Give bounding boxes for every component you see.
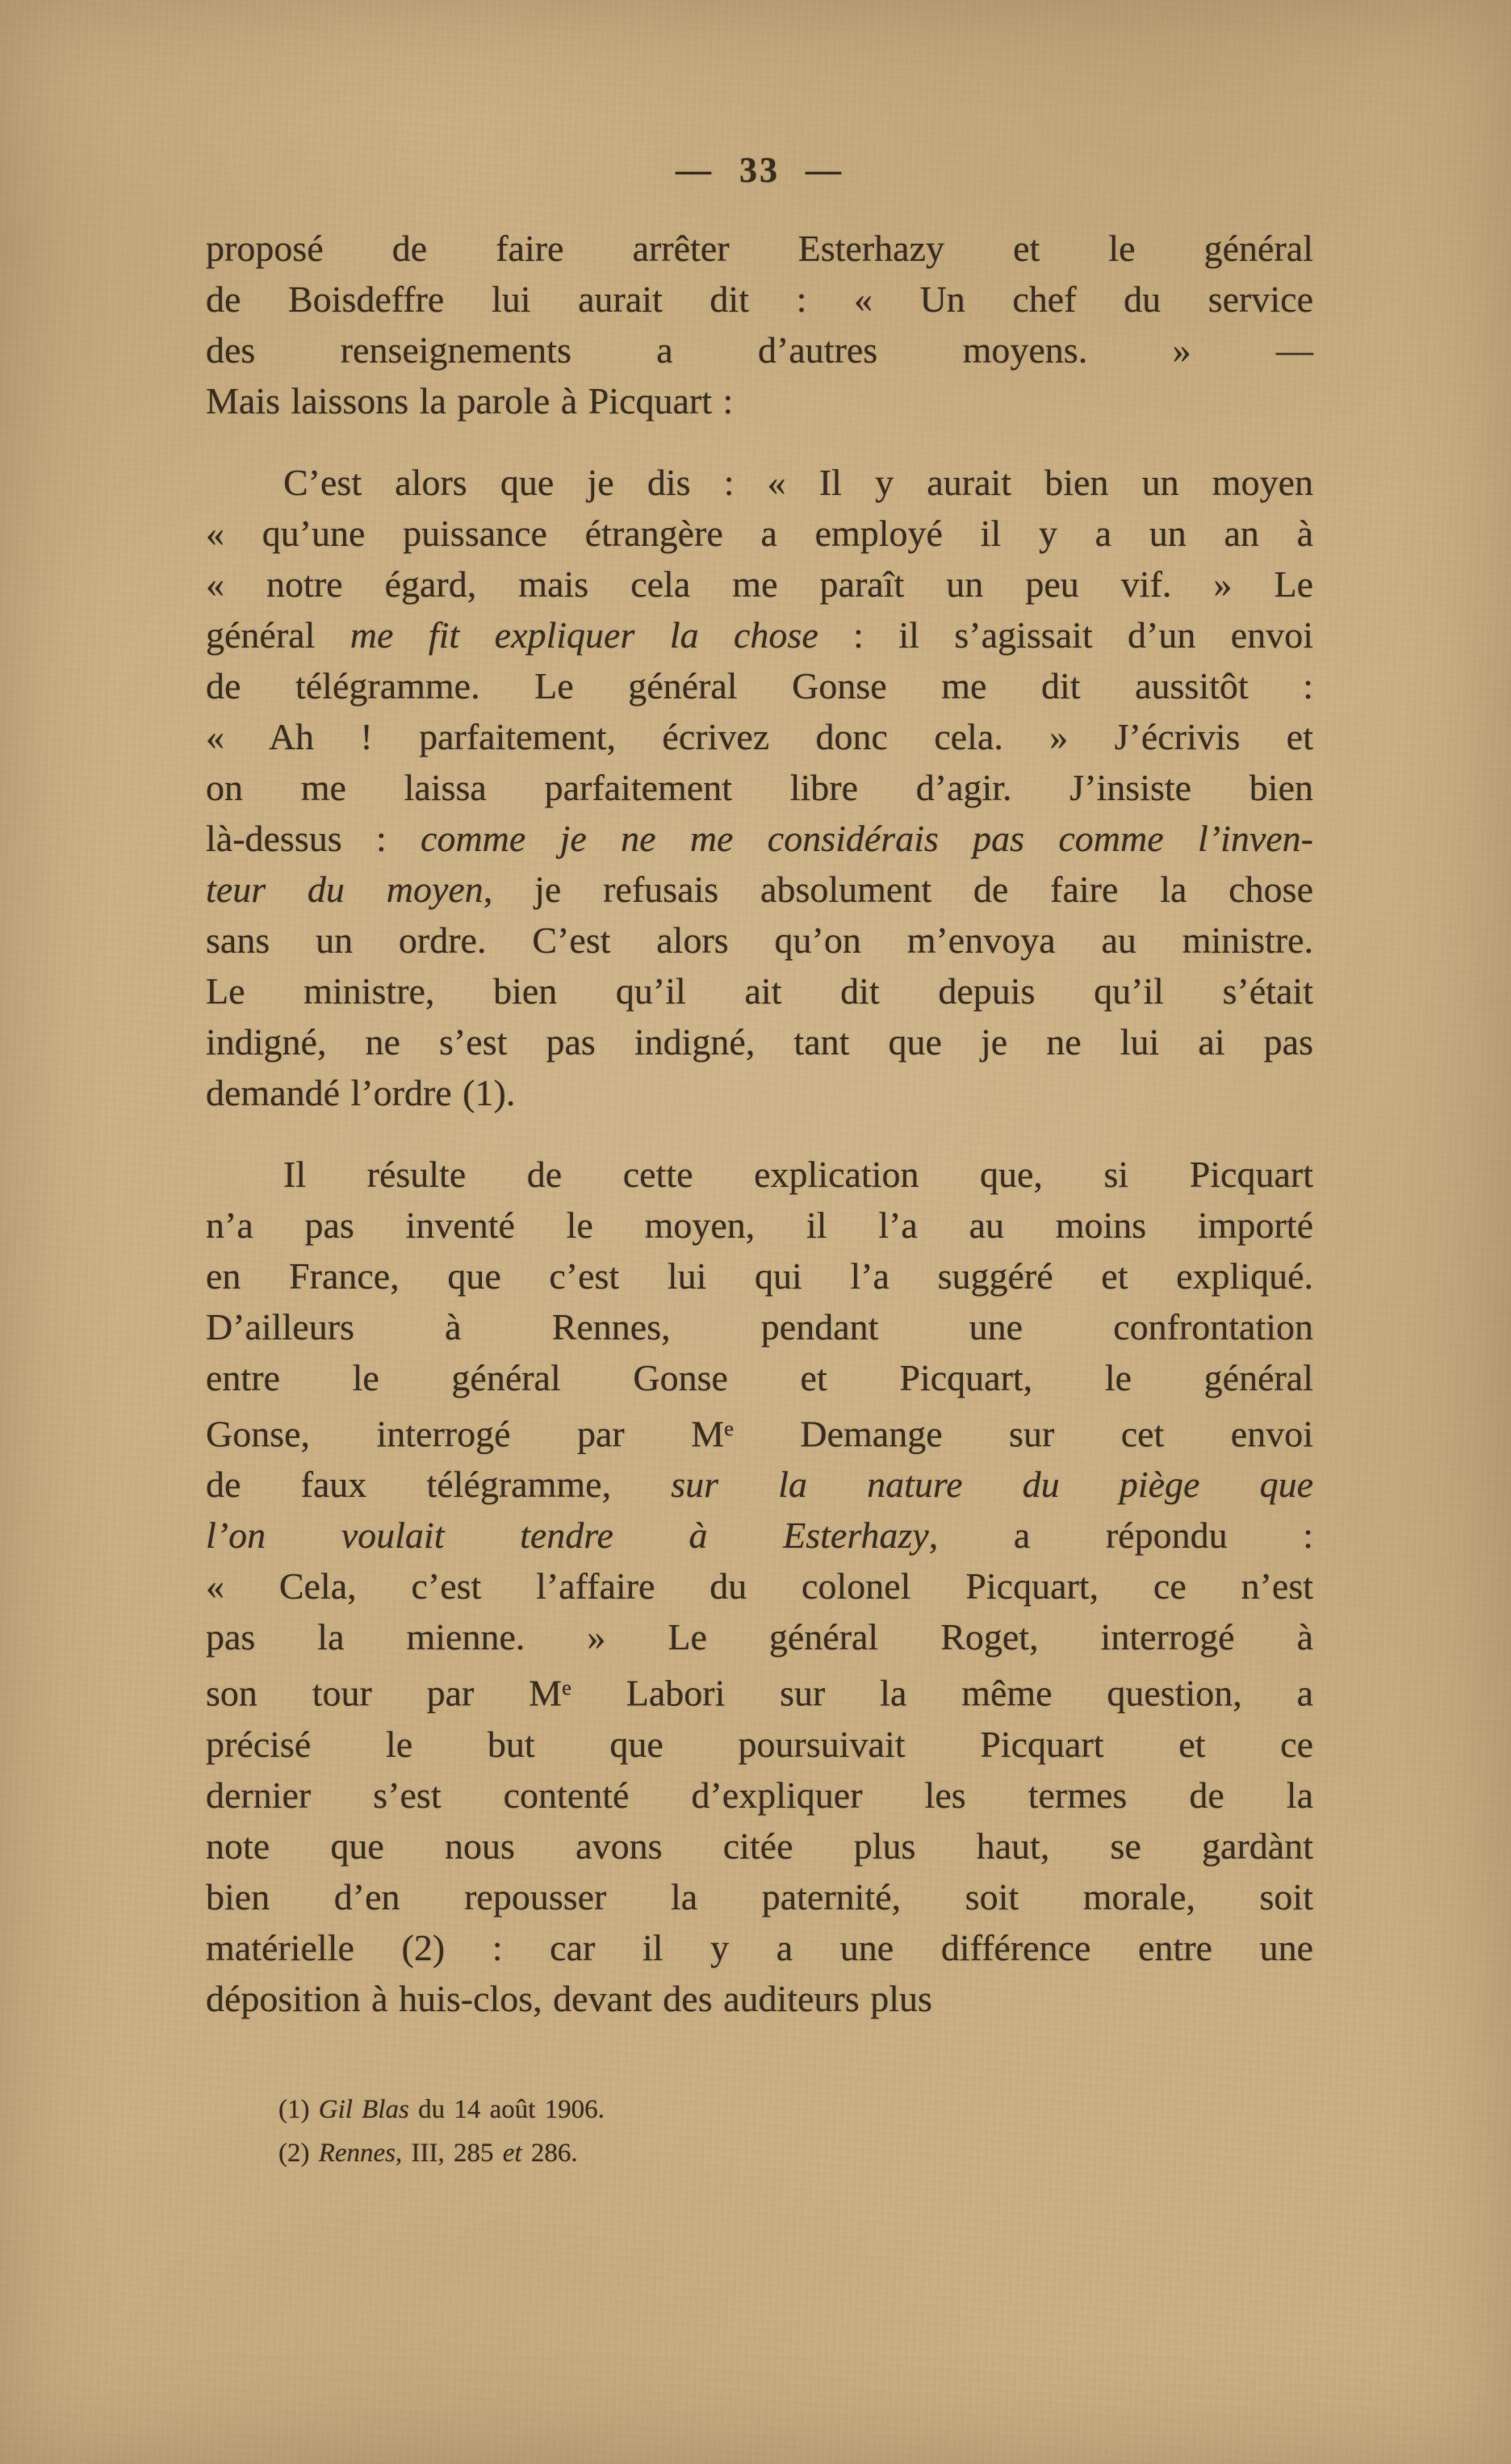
text-line bbox=[206, 1662, 1313, 1718]
paragraph bbox=[206, 223, 1313, 426]
text-run: « notre égard, mais cela me paraît un peu vif. » Le bbox=[206, 564, 1313, 605]
text-line bbox=[206, 508, 1313, 559]
text-run: Le ministre, bien qu’il ait dit depuis qu’il s’était bbox=[206, 970, 1313, 1012]
text-run: matérielle (2) : car il y a une différence entre une bbox=[206, 1926, 1313, 1968]
text-run: bien d’en repousser la paternité, soit morale, soit bbox=[206, 1875, 1313, 1917]
paragraph bbox=[206, 457, 1313, 1118]
text-run: (2) bbox=[278, 2139, 319, 2168]
italic-run: l’on voulait tendre à Esterhazy bbox=[206, 1515, 929, 1557]
text-run: Gonse, interrogé par M bbox=[206, 1413, 725, 1455]
text-line bbox=[206, 864, 1313, 915]
text-run: Demange sur cet envoi bbox=[733, 1413, 1313, 1455]
text-run: , III, 285 bbox=[396, 2139, 503, 2168]
page-number: — 33 — bbox=[676, 150, 843, 190]
text-line bbox=[206, 1922, 1313, 1973]
text-run: proposé de faire arrêter Esterhazy et le général bbox=[206, 228, 1313, 269]
text-line bbox=[206, 1403, 1313, 1459]
text-line bbox=[206, 1871, 1313, 1922]
text-line bbox=[206, 762, 1313, 813]
text-line bbox=[206, 1149, 1313, 1200]
superscript-run: e bbox=[724, 1416, 734, 1440]
text-run: son tour par M bbox=[206, 1672, 563, 1714]
text-run: du 14 août 1906. bbox=[408, 2095, 605, 2124]
footnote bbox=[206, 2088, 1313, 2131]
text-run: « qu’une puissance étrangère a employé il y a un an à bbox=[206, 513, 1313, 554]
text-run: « Cela, c’est l’affaire du colonel Picquart, ce n’est bbox=[206, 1565, 1313, 1607]
italic-run: me fit expliquer la chose bbox=[349, 614, 818, 656]
text-line bbox=[206, 1352, 1313, 1403]
footnote bbox=[206, 2131, 1313, 2175]
text-line bbox=[206, 1719, 1313, 1770]
text-run: on me laissa parfaitement libre d’agir. J’insiste bien bbox=[206, 767, 1313, 808]
text-run: déposition à huis-clos, devant des auditeurs plus bbox=[206, 1977, 932, 2019]
text-run: « Ah ! parfaitement, écrivez donc cela. » J’écrivis et bbox=[206, 716, 1313, 757]
text-run: entre le général Gonse et Picquart, le général bbox=[206, 1357, 1313, 1398]
italic-run: et bbox=[502, 2139, 522, 2168]
text-run: 286. bbox=[521, 2139, 578, 2168]
text-run: demandé l’ordre (1). bbox=[206, 1072, 516, 1113]
footnotes bbox=[206, 2088, 1313, 2175]
text-run: Mais laissons la parole à Picquart : bbox=[206, 380, 734, 421]
text-line bbox=[206, 1251, 1313, 1301]
text-run: n’a pas inventé le moyen, il l’a au moins importé bbox=[206, 1205, 1313, 1246]
italic-run: teur du moyen bbox=[206, 869, 483, 910]
text-line bbox=[206, 1301, 1313, 1352]
text-line bbox=[206, 1016, 1313, 1067]
text-run: : il s’agissait d’un envoi bbox=[818, 614, 1313, 656]
text-run: (1) bbox=[278, 2095, 319, 2124]
text-run: là-dessus : bbox=[206, 818, 421, 859]
italic-run: Rennes bbox=[318, 2139, 396, 2168]
text-run: de Boisdeffre lui aurait dit : « Un chef du service bbox=[206, 279, 1313, 320]
text-run: dernier s’est contenté d’expliquer les termes de la bbox=[206, 1774, 1313, 1816]
text-line bbox=[206, 375, 1313, 426]
text-line bbox=[206, 325, 1313, 375]
text-line bbox=[206, 1510, 1313, 1561]
text-run: indigné, ne s’est pas indigné, tant que je ne lui ai pas bbox=[206, 1021, 1313, 1062]
italic-run: comme je ne me considérais pas comme l’inven- bbox=[421, 818, 1313, 859]
text-line bbox=[206, 1611, 1313, 1662]
text-line bbox=[206, 915, 1313, 966]
text-line bbox=[206, 1200, 1313, 1251]
text-run: en France, que c’est lui qui l’a suggéré et expliqué. bbox=[206, 1255, 1313, 1297]
text-run: , a répondu : bbox=[928, 1515, 1313, 1557]
text-run: général bbox=[206, 614, 350, 656]
text-line bbox=[206, 457, 1313, 508]
text-run: pas la mienne. » Le général Roget, interrogé à bbox=[206, 1616, 1313, 1658]
text-run: , je refusais absolument de faire la chose bbox=[483, 869, 1314, 910]
text-line bbox=[206, 1973, 1313, 2024]
text-run: de télégramme. Le général Gonse me dit aussitôt : bbox=[206, 665, 1313, 706]
text-run: C’est alors que je dis : « Il y aurait bien un moyen bbox=[283, 462, 1313, 503]
text-line bbox=[206, 610, 1313, 660]
text-line bbox=[206, 559, 1313, 610]
text-line bbox=[206, 711, 1313, 762]
text-run: Il résulte de cette explication que, si Picquart bbox=[283, 1154, 1313, 1195]
text-run: D’ailleurs à Rennes, pendant une confrontation bbox=[206, 1306, 1313, 1347]
text-line bbox=[206, 274, 1313, 325]
text-line bbox=[206, 813, 1313, 864]
text-line bbox=[206, 966, 1313, 1016]
italic-run: Gil Blas bbox=[318, 2095, 409, 2124]
paragraph bbox=[206, 1149, 1313, 2024]
text-run: Labori sur la même question, a bbox=[571, 1672, 1313, 1714]
text-line bbox=[206, 1770, 1313, 1821]
text-line bbox=[206, 1067, 1313, 1118]
text-block bbox=[206, 223, 1313, 2024]
text-line bbox=[206, 1561, 1313, 1611]
italic-run: sur la nature du piège que bbox=[671, 1464, 1313, 1506]
text-run: note que nous avons citée plus haut, se gardànt bbox=[206, 1825, 1313, 1867]
text-line bbox=[206, 223, 1313, 274]
text-line bbox=[206, 660, 1313, 711]
text-run: des renseignements a d’autres moyens. » — bbox=[206, 329, 1313, 371]
text-run: de faux télégramme, bbox=[206, 1464, 672, 1506]
text-line bbox=[206, 1821, 1313, 1871]
text-run: sans un ordre. C’est alors qu’on m’envoya au ministre. bbox=[206, 920, 1313, 961]
text-run: précisé le but que poursuivait Picquart et ce bbox=[206, 1723, 1313, 1765]
text-line bbox=[206, 1459, 1313, 1510]
superscript-run: e bbox=[562, 1675, 571, 1700]
